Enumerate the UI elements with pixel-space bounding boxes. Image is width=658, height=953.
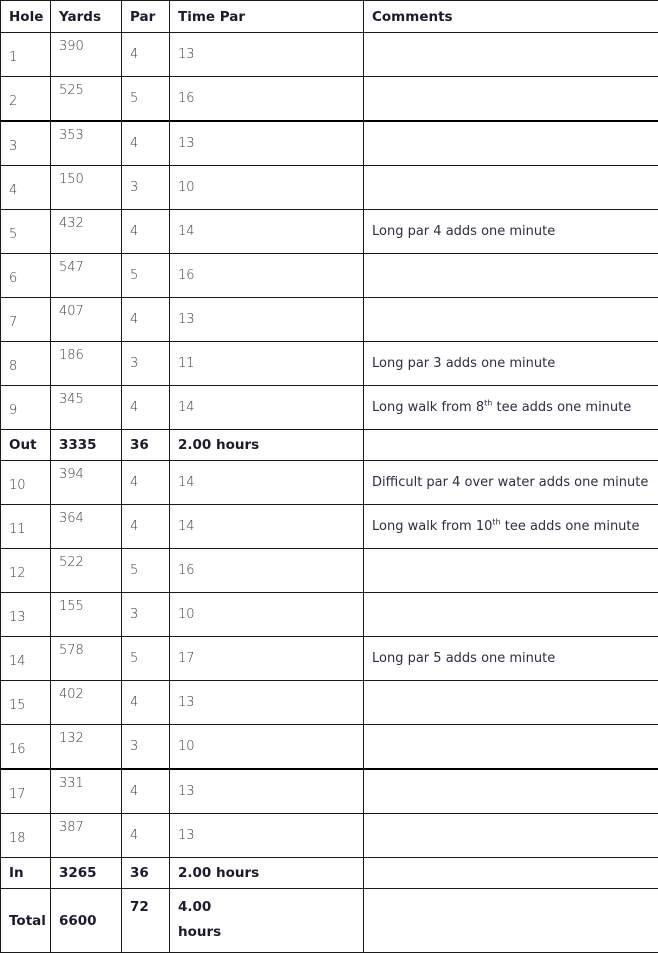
subtotal-label: In: [1, 858, 51, 889]
table-row: [1, 681, 658, 725]
yards: 387: [51, 814, 122, 858]
subtotal-time-par: 2.00 hours: [170, 858, 364, 889]
header-yards: Yards: [51, 1, 122, 33]
par: 3: [122, 593, 170, 637]
comment: Difficult par 4 over water adds one minute: [364, 461, 658, 505]
yards: 525: [51, 77, 122, 122]
comment: [364, 681, 658, 725]
table-row: [1, 33, 658, 77]
yards: 364: [51, 505, 122, 549]
out-subtotal-row: [1, 430, 658, 461]
time-par: 14: [170, 386, 364, 430]
table-row: [1, 121, 658, 166]
comment: [364, 593, 658, 637]
time-par: 16: [170, 549, 364, 593]
table-row: [1, 725, 658, 770]
table-row: [1, 298, 658, 342]
hole-number: 3: [1, 121, 51, 166]
total-label: Total: [1, 889, 51, 953]
hole-number: 9: [1, 386, 51, 430]
time-par: 10: [170, 725, 364, 770]
hole-number: 15: [1, 681, 51, 725]
total-yards: 6600: [51, 889, 122, 953]
total-row: [1, 889, 658, 953]
total-time-par: 4.00 hours: [170, 889, 364, 953]
yards: 186: [51, 342, 122, 386]
time-par: 13: [170, 814, 364, 858]
subtotal-comment: [364, 858, 658, 889]
subtotal-yards: 3265: [51, 858, 122, 889]
table-row: [1, 166, 658, 210]
table-row: [1, 461, 658, 505]
yards: 578: [51, 637, 122, 681]
comment: [364, 77, 658, 122]
par: 4: [122, 681, 170, 725]
time-par: 13: [170, 681, 364, 725]
par: 5: [122, 637, 170, 681]
subtotal-label: Out: [1, 430, 51, 461]
par: 4: [122, 461, 170, 505]
time-par: 16: [170, 77, 364, 122]
comment: Long walk from 10th tee adds one minute: [364, 505, 658, 549]
hole-number: 4: [1, 166, 51, 210]
par: 5: [122, 254, 170, 298]
yards: 132: [51, 725, 122, 770]
hole-number: 10: [1, 461, 51, 505]
comment: Long par 5 adds one minute: [364, 637, 658, 681]
time-par: 17: [170, 637, 364, 681]
par: 4: [122, 505, 170, 549]
time-par: 13: [170, 33, 364, 77]
table-row: [1, 254, 658, 298]
par: 4: [122, 814, 170, 858]
header-hole: Hole: [1, 1, 51, 33]
time-par: 13: [170, 769, 364, 814]
time-par: 14: [170, 210, 364, 254]
par: 4: [122, 769, 170, 814]
yards: 547: [51, 254, 122, 298]
time-par: 16: [170, 254, 364, 298]
table-row: [1, 814, 658, 858]
time-par: 14: [170, 505, 364, 549]
subtotal-par: 36: [122, 858, 170, 889]
hole-number: 7: [1, 298, 51, 342]
in-subtotal-row: [1, 858, 658, 889]
hole-number: 1: [1, 33, 51, 77]
par: 4: [122, 210, 170, 254]
hole-number: 14: [1, 637, 51, 681]
comment: [364, 121, 658, 166]
yards: 522: [51, 549, 122, 593]
table-row: [1, 505, 658, 549]
comment: [364, 549, 658, 593]
yards: 432: [51, 210, 122, 254]
comment: [364, 166, 658, 210]
table-row: [1, 77, 658, 122]
yards: 407: [51, 298, 122, 342]
comment: [364, 725, 658, 770]
table-row: [1, 549, 658, 593]
time-par: 10: [170, 593, 364, 637]
yards: 353: [51, 121, 122, 166]
table-row: [1, 769, 658, 814]
time-par: 13: [170, 121, 364, 166]
table-row: [1, 342, 658, 386]
table-row: [1, 637, 658, 681]
par: 5: [122, 77, 170, 122]
comment: [364, 814, 658, 858]
comment: Long par 4 adds one minute: [364, 210, 658, 254]
par: 4: [122, 33, 170, 77]
total-par: 72: [122, 889, 170, 953]
time-par: 10: [170, 166, 364, 210]
comment: [364, 298, 658, 342]
comment: [364, 769, 658, 814]
hole-number: 16: [1, 725, 51, 770]
hole-number: 11: [1, 505, 51, 549]
par: 3: [122, 725, 170, 770]
table-row: [1, 386, 658, 430]
subtotal-par: 36: [122, 430, 170, 461]
hole-number: 17: [1, 769, 51, 814]
header-comments: Comments: [364, 1, 658, 33]
yards: 155: [51, 593, 122, 637]
par: 4: [122, 298, 170, 342]
hole-number: 5: [1, 210, 51, 254]
yards: 150: [51, 166, 122, 210]
par: 5: [122, 549, 170, 593]
yards: 394: [51, 461, 122, 505]
yards: 402: [51, 681, 122, 725]
hole-number: 6: [1, 254, 51, 298]
comment: [364, 254, 658, 298]
time-par: 14: [170, 461, 364, 505]
total-comment: [364, 889, 658, 953]
hole-number: 18: [1, 814, 51, 858]
header-par: Par: [122, 1, 170, 33]
par: 4: [122, 386, 170, 430]
par: 4: [122, 121, 170, 166]
comment: [364, 33, 658, 77]
hole-number: 13: [1, 593, 51, 637]
par: 3: [122, 342, 170, 386]
ordinal-suffix: th: [484, 399, 492, 408]
par: 3: [122, 166, 170, 210]
ordinal-suffix: th: [492, 518, 500, 527]
table-row: [1, 593, 658, 637]
yards: 331: [51, 769, 122, 814]
subtotal-comment: [364, 430, 658, 461]
header-time-par: Time Par: [170, 1, 364, 33]
comment: Long walk from 8th tee adds one minute: [364, 386, 658, 430]
table-header-row: [1, 1, 658, 33]
table-row: [1, 210, 658, 254]
yards: 390: [51, 33, 122, 77]
time-par: 13: [170, 298, 364, 342]
hole-number: 8: [1, 342, 51, 386]
time-par: 11: [170, 342, 364, 386]
subtotal-yards: 3335: [51, 430, 122, 461]
comment: Long par 3 adds one minute: [364, 342, 658, 386]
yards: 345: [51, 386, 122, 430]
hole-number: 12: [1, 549, 51, 593]
hole-number: 2: [1, 77, 51, 122]
subtotal-time-par: 2.00 hours: [170, 430, 364, 461]
